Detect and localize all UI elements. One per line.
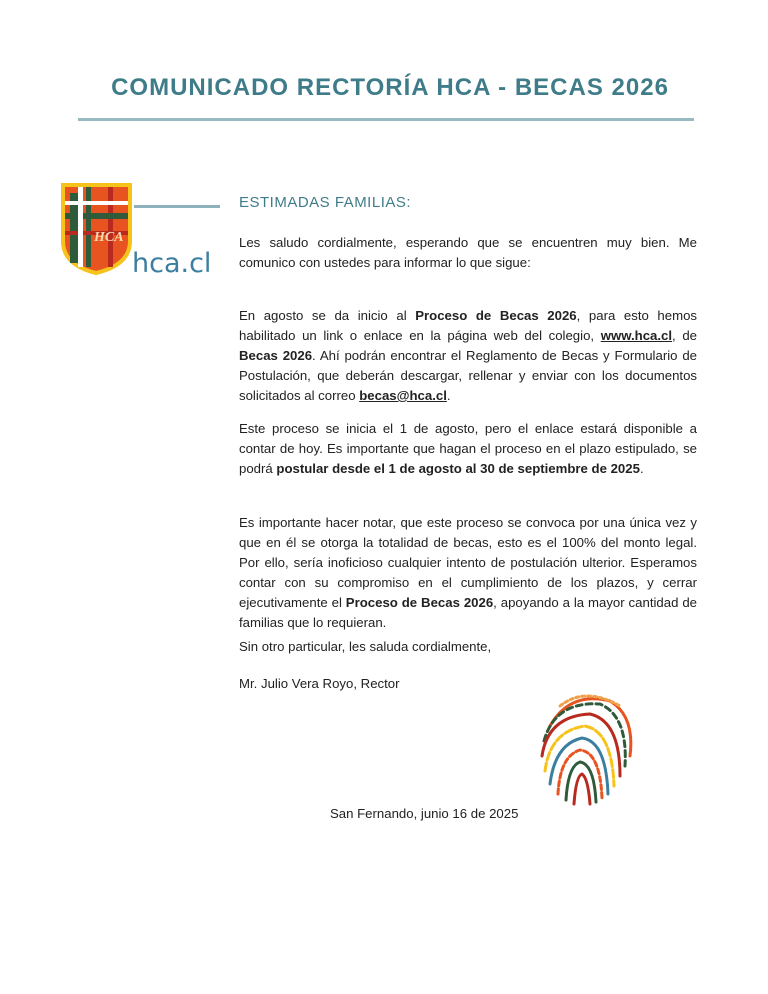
bold-deadline: postular desde el 1 de agosto al 30 de septiembre de 2025 <box>276 461 640 476</box>
bold-proceso-becas: Proceso de Becas 2026 <box>415 308 577 323</box>
email-link[interactable]: becas@hca.cl <box>359 388 447 403</box>
paragraph-becas-process: En agosto se da inicio al Proceso de Becas 2026, para esto hemos habilitado un link o enlace en la página web del colegio, www.hca.cl, de Becas 2026. Ahí podrán encontrar el Reglamento de Becas y Formulario de Postulación, que deberán descargar, rellenar y enviar con los documentos solicitados al correo becas@hca.cl. <box>239 308 697 403</box>
bold-becas: Becas 2026 <box>239 348 313 363</box>
bold-proceso-becas-2: Proceso de Becas 2026 <box>345 595 494 610</box>
letter-greeting: ESTIMADAS FAMILIAS: <box>239 194 412 211</box>
website-link[interactable]: www.hca.cl <box>600 328 673 343</box>
paragraph-closing: Sin otro particular, les saluda cordialmente, <box>239 639 492 654</box>
logo-text: hca.cl <box>132 248 212 279</box>
paragraph-intro: Les saludo cordialmente, esperando que se encuentren muy bien. Me comunico con ustedes para informar lo que sigue: <box>239 235 697 270</box>
logo-underline <box>134 205 220 208</box>
fingerprint-icon <box>530 686 640 810</box>
svg-text:HCA: HCA <box>94 230 124 245</box>
place-date: San Fernando, junio 16 de 2025 <box>330 806 519 821</box>
paragraph-notice: Es importante hacer notar, que este proceso se convoca por una única vez y que en él se otorga la totalidad de becas, esto es el 100% del monto legal. Por ello, sería inoficioso cualquier intento de postulación ulterior. Esperamos contar con su compromiso en el cumplimiento de los plazos, y cerrar ejecutivamente el Proceso de Becas 2026, apoyando a la mayor cantidad de familias que lo requieran. <box>239 515 698 630</box>
signature: Mr. Julio Vera Royo, Rector <box>239 676 400 691</box>
title-divider <box>78 118 694 121</box>
page-title: COMUNICADO RECTORÍA HCA - BECAS 2026 <box>111 74 669 101</box>
paragraph-deadline: Este proceso se inicia el 1 de agosto, pero el enlace estará disponible a contar de hoy. Es importante que hagan el proceso en el plazo estipulado, se podrá postular desde el 1 de agosto al 30 de septiembre de 2025. <box>239 421 697 476</box>
